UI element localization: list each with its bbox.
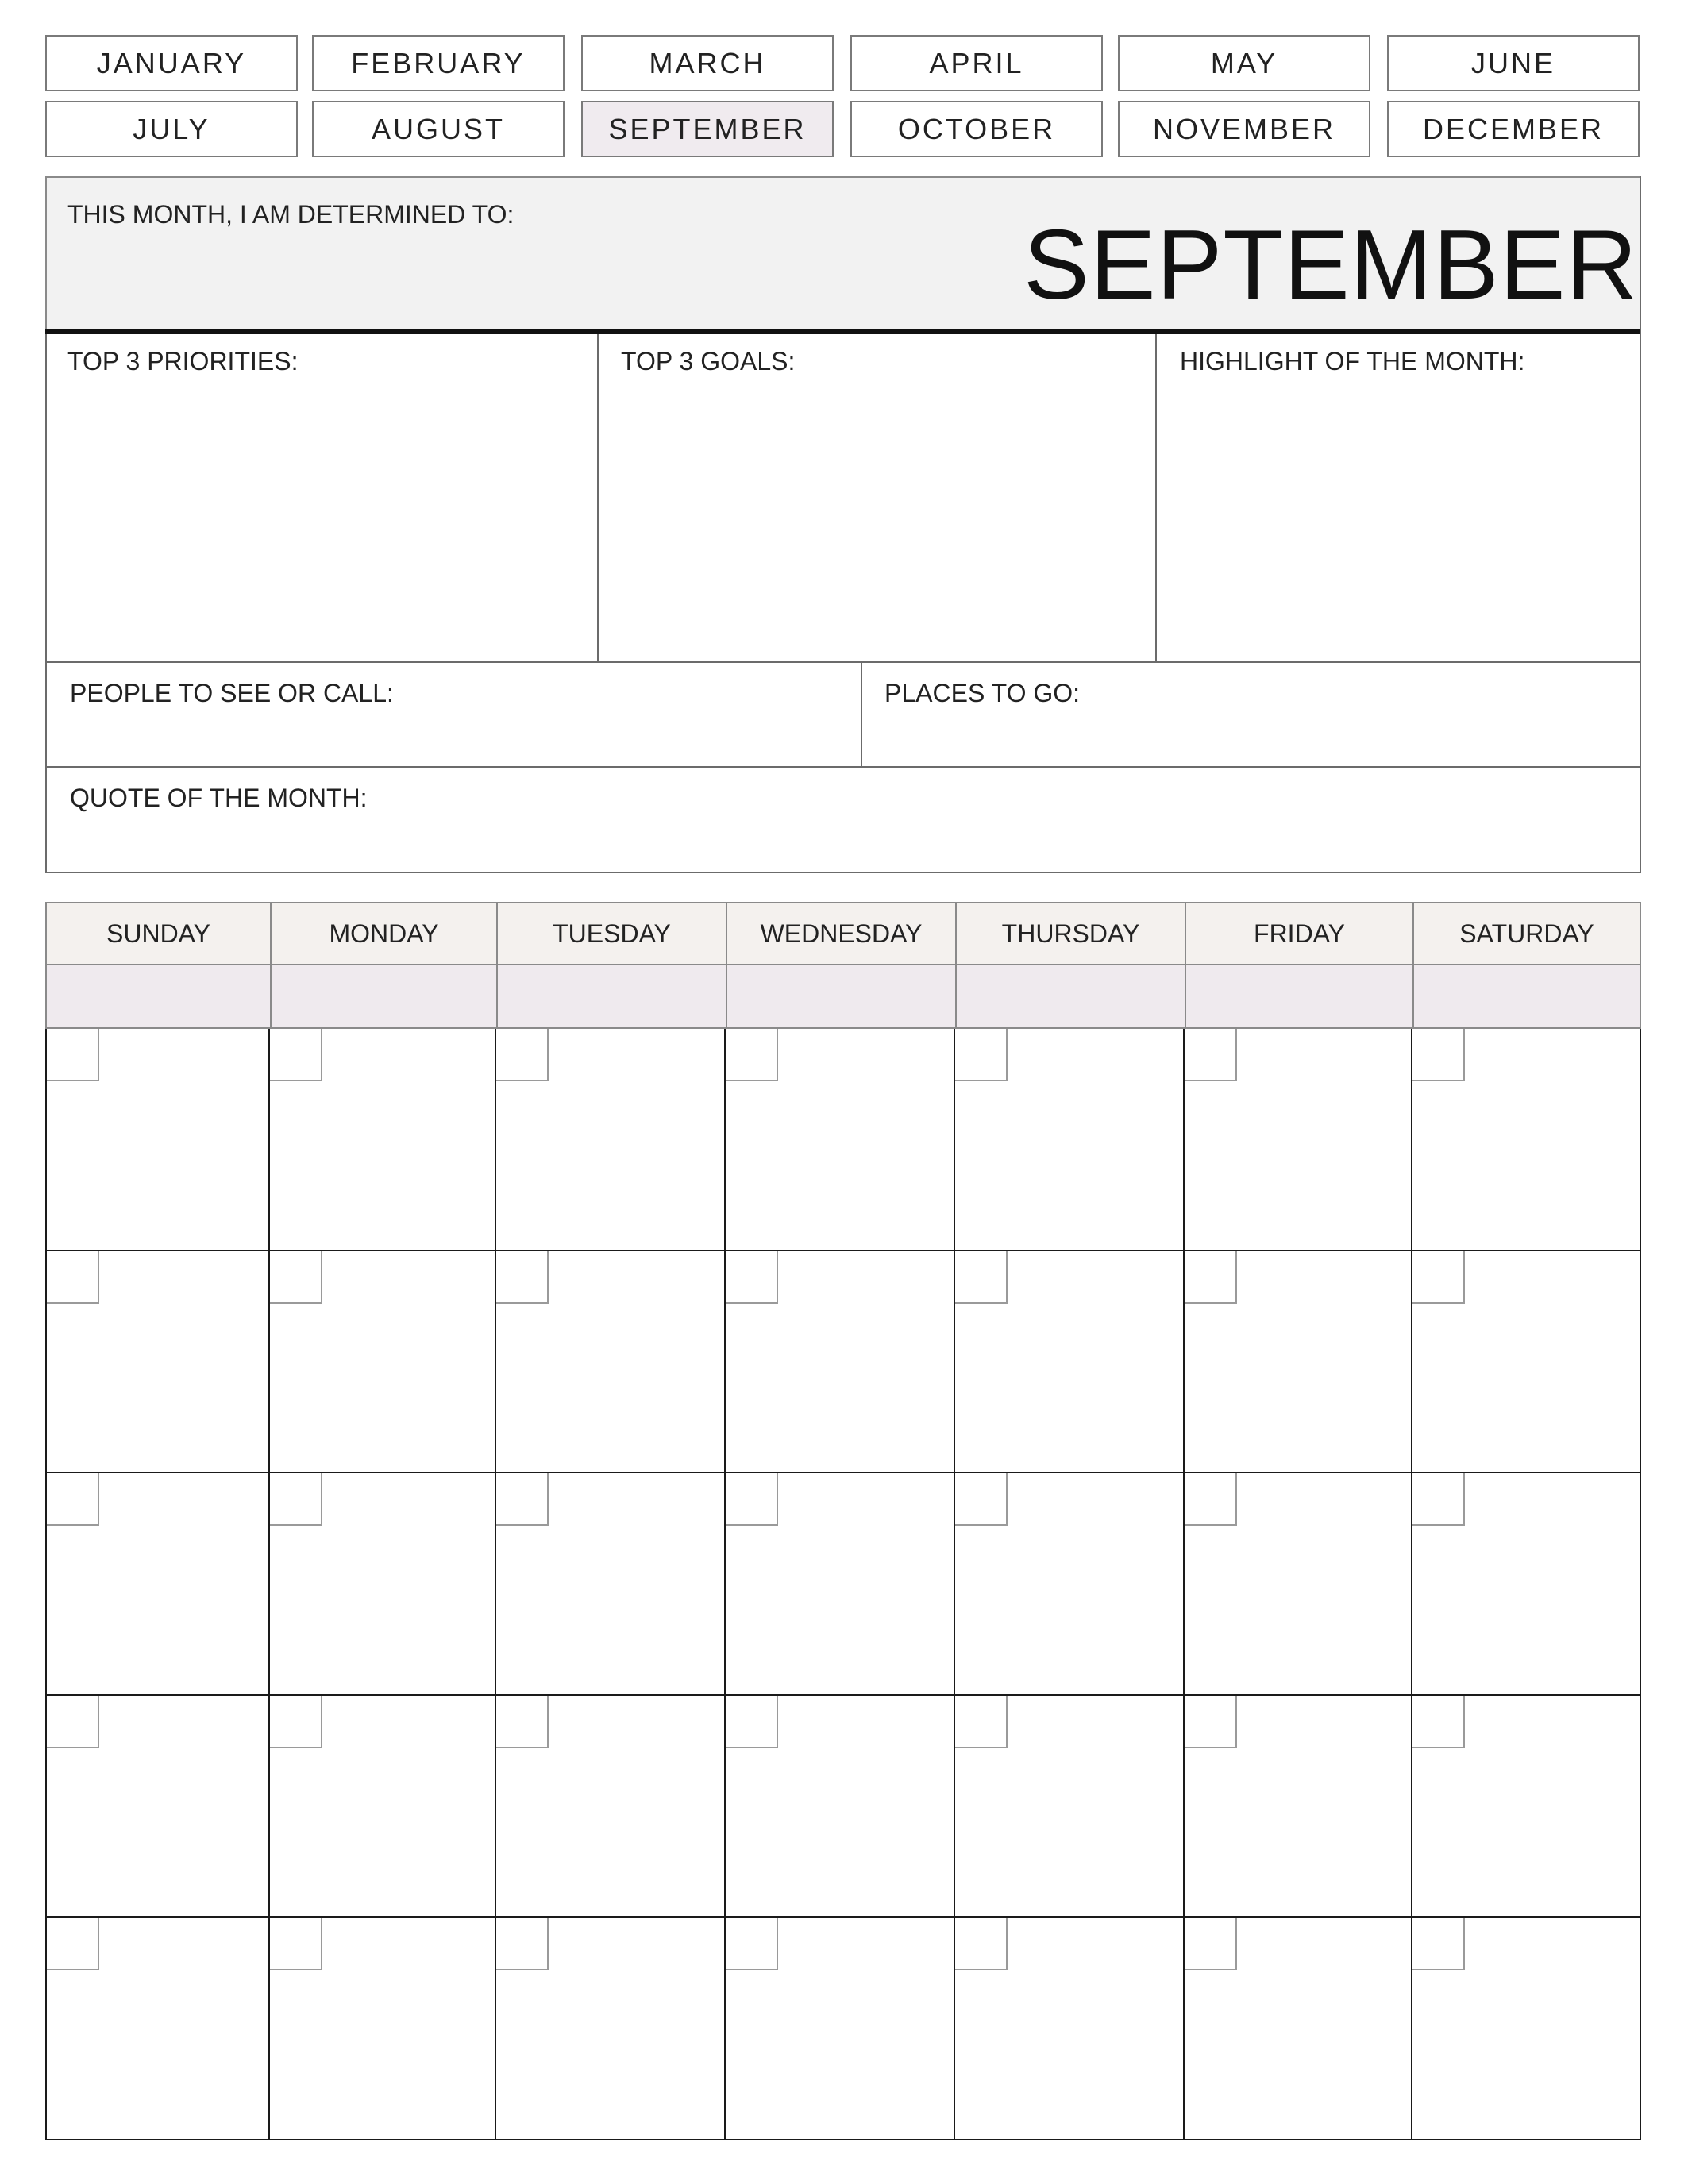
weekday-sunday: SUNDAY xyxy=(45,902,272,965)
shade-cell xyxy=(1412,965,1641,1029)
date-number-box[interactable] xyxy=(1185,1473,1237,1526)
date-number-box[interactable] xyxy=(47,1029,99,1081)
shade-cell xyxy=(1185,965,1414,1029)
day-cell[interactable] xyxy=(270,1473,496,1696)
month-tab-july[interactable]: JULY xyxy=(45,101,298,157)
shade-cell xyxy=(45,965,272,1029)
weekday-thursday: THURSDAY xyxy=(955,902,1186,965)
highlight-label: HIGHLIGHT OF THE MONTH: xyxy=(1180,347,1525,376)
month-tab-september[interactable]: SEPTEMBER xyxy=(581,101,834,157)
date-number-box[interactable] xyxy=(270,1251,322,1304)
day-cell[interactable] xyxy=(270,1251,496,1473)
date-number-box[interactable] xyxy=(1412,1696,1465,1748)
day-cell[interactable] xyxy=(45,1029,270,1251)
day-cell[interactable] xyxy=(1185,1918,1412,2140)
day-cell[interactable] xyxy=(955,1029,1185,1251)
date-number-box[interactable] xyxy=(1185,1696,1237,1748)
date-number-box[interactable] xyxy=(1185,1251,1237,1304)
quote-label: QUOTE OF THE MONTH: xyxy=(70,784,368,812)
day-cell[interactable] xyxy=(496,1918,726,2140)
day-cell[interactable] xyxy=(955,1251,1185,1473)
month-tab-december[interactable]: DECEMBER xyxy=(1387,101,1640,157)
month-tab-february[interactable]: FEBRUARY xyxy=(312,35,565,91)
date-number-box[interactable] xyxy=(955,1029,1008,1081)
date-number-box[interactable] xyxy=(47,1918,99,1970)
day-cell[interactable] xyxy=(1412,1251,1641,1473)
date-number-box[interactable] xyxy=(955,1473,1008,1526)
day-cell[interactable] xyxy=(1185,1029,1412,1251)
day-cell[interactable] xyxy=(496,1696,726,1918)
frame-left xyxy=(45,334,47,873)
day-cell[interactable] xyxy=(270,1918,496,2140)
day-cell[interactable] xyxy=(1185,1251,1412,1473)
day-cell[interactable] xyxy=(45,1696,270,1918)
date-number-box[interactable] xyxy=(726,1696,778,1748)
frame-right xyxy=(1640,176,1641,873)
date-number-box[interactable] xyxy=(496,1696,549,1748)
date-number-box[interactable] xyxy=(270,1473,322,1526)
month-tab-march[interactable]: MARCH xyxy=(581,35,834,91)
month-tab-january[interactable]: JANUARY xyxy=(45,35,298,91)
day-cell[interactable] xyxy=(726,1251,955,1473)
divider-top-sections xyxy=(45,661,1641,663)
day-cell[interactable] xyxy=(955,1918,1185,2140)
frame-bottom xyxy=(45,872,1641,873)
month-tab-june[interactable]: JUNE xyxy=(1387,35,1640,91)
date-number-box[interactable] xyxy=(270,1696,322,1748)
date-number-box[interactable] xyxy=(1412,1918,1465,1970)
day-cell[interactable] xyxy=(496,1251,726,1473)
day-cell[interactable] xyxy=(1412,1918,1641,2140)
day-cell[interactable] xyxy=(45,1473,270,1696)
shade-cell xyxy=(726,965,957,1029)
day-cell[interactable] xyxy=(1412,1473,1641,1696)
people-label: PEOPLE TO SEE OR CALL: xyxy=(70,679,394,707)
date-number-box[interactable] xyxy=(496,1918,549,1970)
day-cell[interactable] xyxy=(955,1473,1185,1696)
day-cell[interactable] xyxy=(496,1029,726,1251)
determined-label: THIS MONTH, I AM DETERMINED TO: xyxy=(67,200,514,229)
month-tab-april[interactable]: APRIL xyxy=(850,35,1103,91)
date-number-box[interactable] xyxy=(726,1029,778,1081)
day-cell[interactable] xyxy=(1412,1029,1641,1251)
date-number-box[interactable] xyxy=(1185,1029,1237,1081)
month-tab-october[interactable]: OCTOBER xyxy=(850,101,1103,157)
page-title: SEPTEMBER xyxy=(1023,210,1638,320)
date-number-box[interactable] xyxy=(955,1251,1008,1304)
date-number-box[interactable] xyxy=(1412,1473,1465,1526)
day-cell[interactable] xyxy=(726,1473,955,1696)
weekday-monday: MONDAY xyxy=(270,902,498,965)
places-label: PLACES TO GO: xyxy=(884,679,1081,707)
date-number-box[interactable] xyxy=(1412,1029,1465,1081)
day-cell[interactable] xyxy=(726,1918,955,2140)
day-cell[interactable] xyxy=(726,1029,955,1251)
date-number-box[interactable] xyxy=(955,1696,1008,1748)
day-cell[interactable] xyxy=(955,1696,1185,1918)
date-number-box[interactable] xyxy=(496,1473,549,1526)
date-number-box[interactable] xyxy=(1185,1918,1237,1970)
goals-label: TOP 3 GOALS: xyxy=(621,347,796,376)
day-cell[interactable] xyxy=(270,1029,496,1251)
divider-priorities-goals xyxy=(597,334,599,662)
shade-cell xyxy=(955,965,1186,1029)
priorities-label: TOP 3 PRIORITIES: xyxy=(67,347,299,376)
day-cell[interactable] xyxy=(496,1473,726,1696)
day-cell[interactable] xyxy=(1412,1696,1641,1918)
date-number-box[interactable] xyxy=(270,1029,322,1081)
day-cell[interactable] xyxy=(45,1251,270,1473)
date-number-box[interactable] xyxy=(1412,1251,1465,1304)
divider-goals-highlight xyxy=(1155,334,1157,662)
date-number-box[interactable] xyxy=(47,1251,99,1304)
month-tab-may[interactable]: MAY xyxy=(1118,35,1370,91)
month-tab-november[interactable]: NOVEMBER xyxy=(1118,101,1370,157)
date-number-box[interactable] xyxy=(47,1473,99,1526)
date-number-box[interactable] xyxy=(496,1029,549,1081)
day-cell[interactable] xyxy=(726,1696,955,1918)
weekday-wednesday: WEDNESDAY xyxy=(726,902,957,965)
date-number-box[interactable] xyxy=(726,1473,778,1526)
weekday-tuesday: TUESDAY xyxy=(496,902,727,965)
header-divider xyxy=(45,329,1641,334)
day-cell[interactable] xyxy=(270,1696,496,1918)
weekday-friday: FRIDAY xyxy=(1185,902,1414,965)
shade-cell xyxy=(496,965,727,1029)
date-number-box[interactable] xyxy=(726,1918,778,1970)
shade-cell xyxy=(270,965,498,1029)
day-cell[interactable] xyxy=(1185,1696,1412,1918)
date-number-box[interactable] xyxy=(47,1696,99,1748)
month-tab-august[interactable]: AUGUST xyxy=(312,101,565,157)
day-cell[interactable] xyxy=(1185,1473,1412,1696)
date-number-box[interactable] xyxy=(955,1918,1008,1970)
divider-people-places xyxy=(861,661,862,767)
day-cell[interactable] xyxy=(45,1918,270,2140)
date-number-box[interactable] xyxy=(726,1251,778,1304)
divider-quote xyxy=(45,766,1641,768)
date-number-box[interactable] xyxy=(496,1251,549,1304)
date-number-box[interactable] xyxy=(270,1918,322,1970)
weekday-saturday: SATURDAY xyxy=(1412,902,1641,965)
